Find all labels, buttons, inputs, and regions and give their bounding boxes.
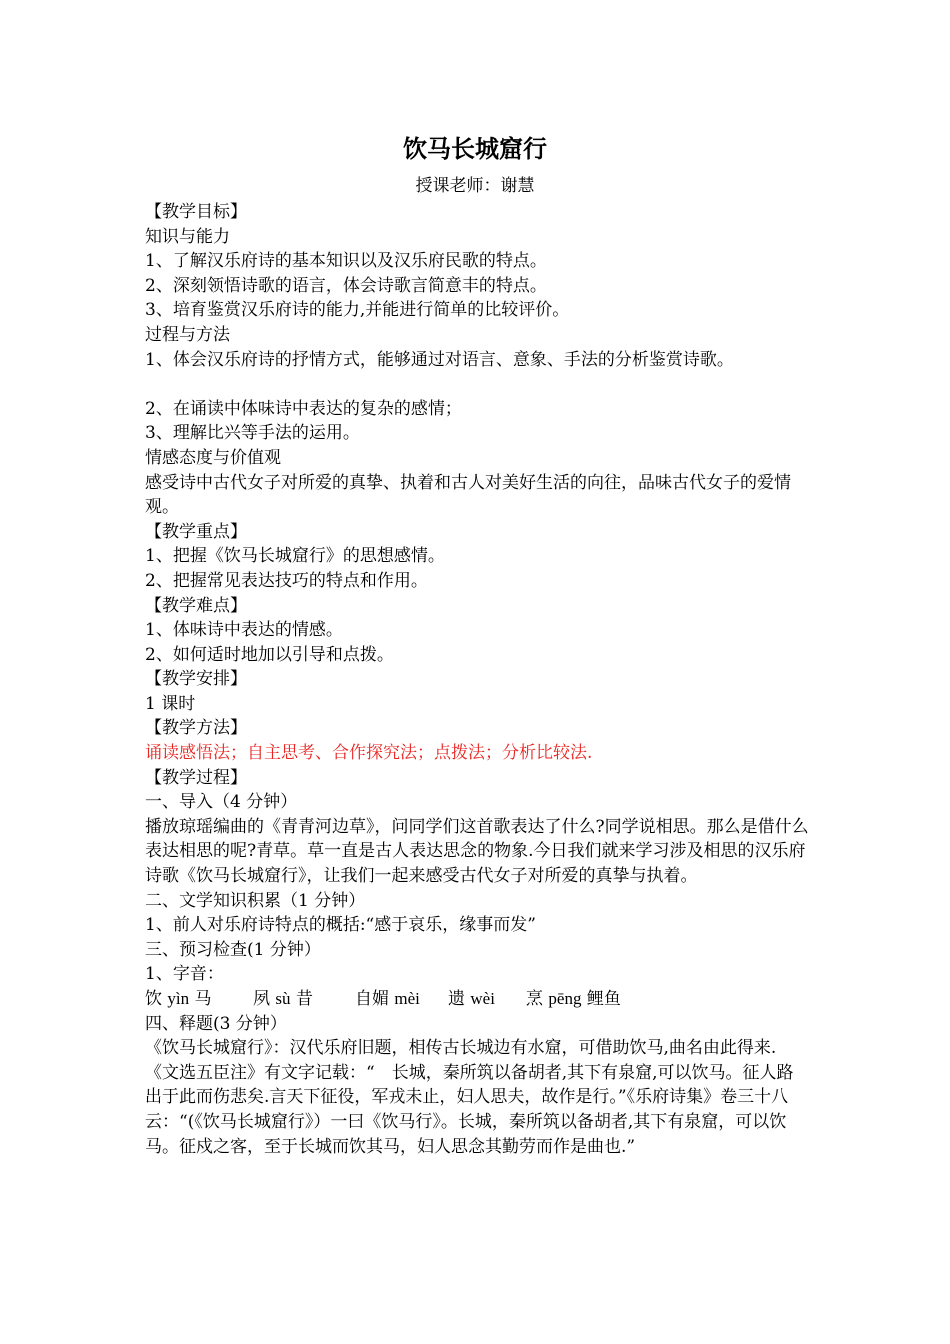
section-header: 【教学方法】 [145,718,247,739]
pinyin-entry: 自媚 mèi [355,989,420,1009]
paragraph: 1 课时 [145,693,196,714]
blank-line [145,372,810,397]
list-item: 3、培育鉴赏汉乐府诗的能力,并能进行简单的比较评价。 [145,300,570,321]
document-body [145,200,810,1159]
section-header: 【教学难点】 [145,595,247,616]
paragraph: 1、前人对乐府诗特点的概括:“感于哀乐，缘事而发” [145,915,536,936]
list-item: 2、如何适时地加以引导和点拨。 [145,644,394,665]
step-header: 三、预习检查(1 分钟） [145,939,321,960]
section-header: 【教学目标】 [145,202,247,222]
pinyin-entry: 烹 pēng 鲤鱼 [526,989,621,1009]
list-item: 1、字音： [145,964,224,985]
list-item: 3、理解比兴等手法的运用。 [145,423,360,444]
list-item: 2、深刻领悟诗歌的语言，体会诗歌言简意丰的特点。 [145,275,547,296]
paragraph: 《饮马长城窟行》：汉代乐府旧题，相传古长城边有水窟，可借助饮马,曲名由此得来.《文选五臣注》有文字记载：“ 长城，秦所筑以备胡者,其下有泉窟,可以饮马。征人路出于此而伤悲矣.言天下征役，军戎未止，妇人思夫，故作是行。”《乐府诗集》卷三十八云：“(《饮马长城窟行》）一曰《饮马行》。长城，秦所筑以备胡者,其下有泉窟，可以饮马。征戍之客，至于长城而饮其马，妇人思念其勤劳而作是曲也.” [145,1038,794,1157]
section-header: 【教学重点】 [145,521,247,542]
step-header: 四、释题(3 分钟） [145,1013,287,1034]
pinyin-entry: 遗 wèi [448,989,495,1009]
paragraph: 播放琼瑶编曲的《青青河边草》，问同学们这首歌表达了什么?同学说相思。那么是借什么表达相思的呢?青草。草一直是古人表达思念的物象.今日我们就来学习涉及相思的汉乐府诗歌《饮马长城窟行》，让我们一起来感受古代女子对所爱的真挚与执着。 [145,816,809,887]
list-item: 1、体味诗中表达的情感。 [145,620,343,641]
step-header: 一、导入（4 分钟） [145,792,298,813]
step-header: 二、文学知识积累（1 分钟） [145,890,366,911]
subsection-header: 情感态度与价值观 [145,447,281,468]
section-header: 【教学过程】 [145,767,247,788]
document-title: 饮马长城窟行 [403,134,547,163]
subsection-header: 过程与方法 [145,324,230,345]
method-text: 诵读感悟法；自主思考、合作探究法；点拨法；分析比较法. [145,743,593,764]
author-line: 授课老师：谢慧 [415,176,535,196]
pinyin-entry: 夙 sù 昔 [253,989,313,1009]
list-item: 1、了解汉乐府诗的基本知识以及汉乐府民歌的特点。 [145,251,547,272]
list-item: 1、把握《饮马长城窟行》的思想感情。 [145,546,445,567]
pinyin-line [145,987,810,1012]
list-item: 2、在诵读中体味诗中表达的复杂的感情； [145,398,462,419]
subsection-header: 知识与能力 [145,226,230,247]
pinyin-entry: 饮 yìn 马 [145,989,212,1009]
list-item: 2、把握常见表达技巧的特点和作用。 [145,570,428,591]
paragraph: 感受诗中古代女子对所爱的真挚、执着和古人对美好生活的向往，品味古代女子的爱情观。 [145,472,791,518]
section-header: 【教学安排】 [145,669,247,690]
list-item: 1、体会汉乐府诗的抒情方式，能够通过对语言、意象、手法的分析鉴赏诗歌。 [145,349,734,370]
